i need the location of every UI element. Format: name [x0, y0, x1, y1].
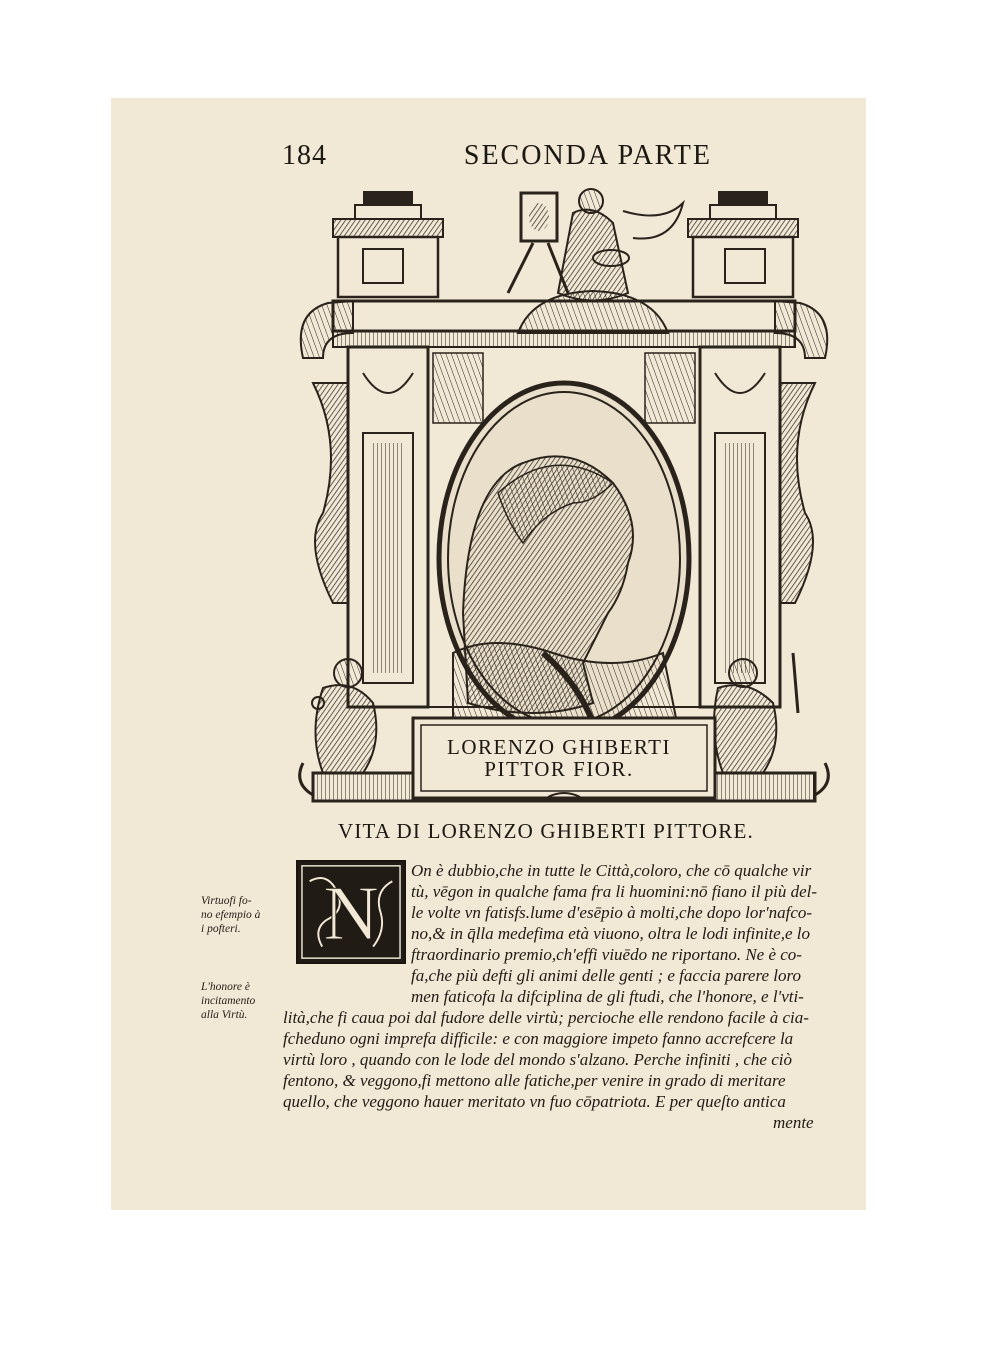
catchword: mente	[773, 1113, 814, 1132]
page-number: 184	[282, 140, 327, 171]
text-line: men faticofa la difciplina de gli ftudi, che l'honore, e l'vti-	[411, 987, 804, 1006]
marginal-line: incitamento	[201, 995, 256, 1007]
text-line: On è dubbio,che in tutte le Città,coloro, che cō qualche vir	[411, 861, 812, 880]
text-line: quello, che veggono hauer meritato vn fuo cōpatriota. E per queſto antica	[283, 1092, 786, 1111]
page-header	[282, 140, 712, 174]
marginal-note	[201, 894, 286, 936]
marginal-line: no efempio à	[201, 909, 261, 921]
decorated-initial-n	[296, 860, 406, 964]
left-pedestal-top	[333, 191, 443, 297]
text-line: fentono, & veggono,fi mettono alle fatiche,per venire in grado di meritare	[283, 1071, 786, 1090]
text-line: lità,che fi caua poi dal fudore delle virtù; percioche elle rendono facile à cia-	[283, 1008, 809, 1027]
text-line: no,& in q̄lla medefima età viuono, oltra le lodi infinite,e lo	[411, 924, 810, 943]
caption-line-2: PITTOR FIOR.	[484, 757, 634, 781]
portrait-caption	[417, 736, 701, 780]
text-line: le volte vn fatisfs.lume d'esēpio à molti,che dopo lor'nafco-	[411, 903, 813, 922]
text-line: virtù loro , quando con le lode del mondo s'alzano. Perche infiniti , che ciò	[283, 1050, 792, 1069]
marginal-line: alla Virtù.	[201, 1009, 248, 1021]
left-putto	[312, 659, 376, 773]
marginal-note	[201, 980, 291, 1022]
painter-allegory	[508, 189, 683, 333]
portrait-woodcut	[293, 183, 835, 803]
book-page	[111, 98, 866, 1210]
running-head: SECONDA PARTE	[463, 140, 712, 171]
initial-letter: N	[323, 869, 379, 956]
chapter-title: VITA DI LORENZO GHIBERTI PITTORE.	[338, 819, 754, 843]
left-column	[313, 347, 428, 707]
marginal-line: i pofteri.	[201, 923, 241, 935]
marginal-line: L'honore è	[201, 981, 250, 993]
right-pedestal-top	[688, 191, 798, 297]
right-column	[700, 347, 815, 707]
text-line: fa,che più defti gli animi delle genti ; e faccia parere loro	[411, 966, 801, 985]
text-line: ftraordinario premio,ch'effi viuēdo ne riportano. Ne è co-	[411, 945, 802, 964]
caption-line-1: LORENZO GHIBERTI	[447, 735, 671, 759]
portrait-oval	[439, 383, 689, 733]
text-line: tù, vēgon in qualche fama fra li huomini:nō fiano il più del-	[411, 882, 818, 901]
text-line: fcheduno ogni imprefa difficile: e con maggiore impeto fanno accrefcere la	[283, 1029, 794, 1048]
marginal-line: Virtuofi fo-	[201, 895, 252, 907]
